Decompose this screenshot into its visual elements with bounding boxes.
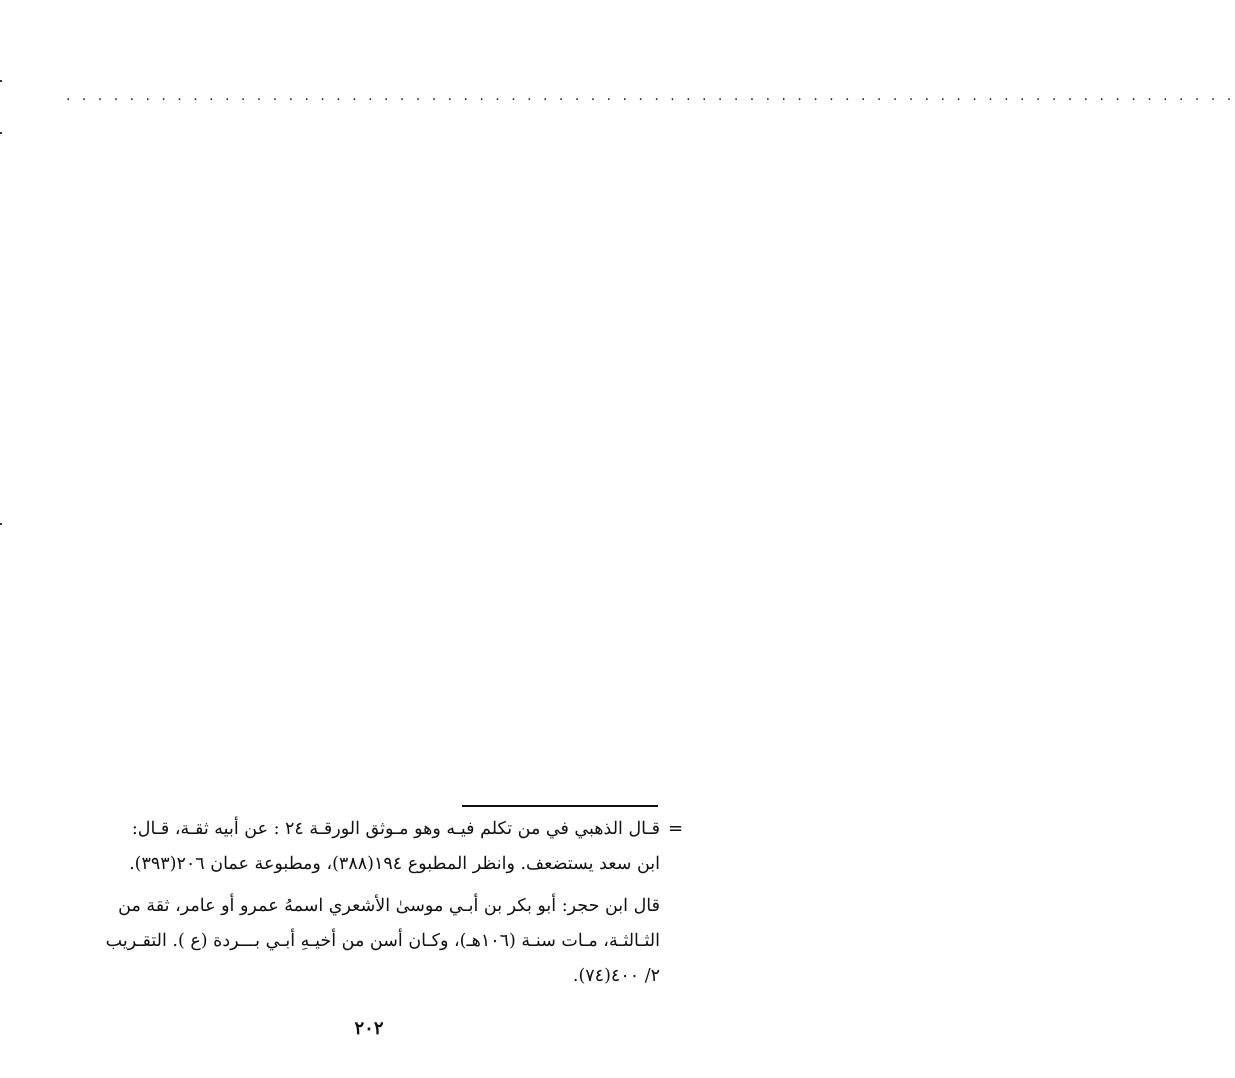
footnote-continuation-marker: =: [668, 818, 684, 839]
footnote-line: ابن سعد يستضعف. وانظر المطبوع ١٩٤(٣٨٨)، ومطبوعة عمان ٢٠٦(٣٩٣).: [129, 854, 660, 874]
footnote-rule: [462, 805, 658, 807]
margin-mark: [0, 523, 2, 525]
page-number: ٢٠٢: [354, 1018, 384, 1039]
footnote-line: ٢/ ٤٠٠(٧٤).: [572, 966, 660, 986]
dotted-separator: . . . . . . . . . . . . . . . . . . . . . . . . . . . . . . . . . . . . . . . . . . . . . . . . . . . . . . . . . . . . . . . . . . . . . . . . . .: [66, 88, 1235, 104]
footnote-line: الثـالثـة، مـات سنـة (١٠٦هـ)، وكـان أسن من أخيـهِ أبـي بـــردة (ع ). التقـريب: [105, 931, 660, 951]
footnote-paragraph-2: [64, 889, 660, 994]
footnote-line: قـال الذهبي في من تكلم فيـه وهو مـوثق الورقـة ٢٤ : عن أبيه ثقـة، قـال:: [131, 819, 660, 839]
footnote-line: قال ابن حجر: أبو بكر بن أبـي موسىٰ الأشعري اسمهُ عمرو أو عامر، ثقة من: [118, 896, 660, 916]
footnote-paragraph-1: [64, 812, 660, 882]
margin-mark: [0, 80, 2, 82]
margin-mark: [0, 132, 2, 134]
